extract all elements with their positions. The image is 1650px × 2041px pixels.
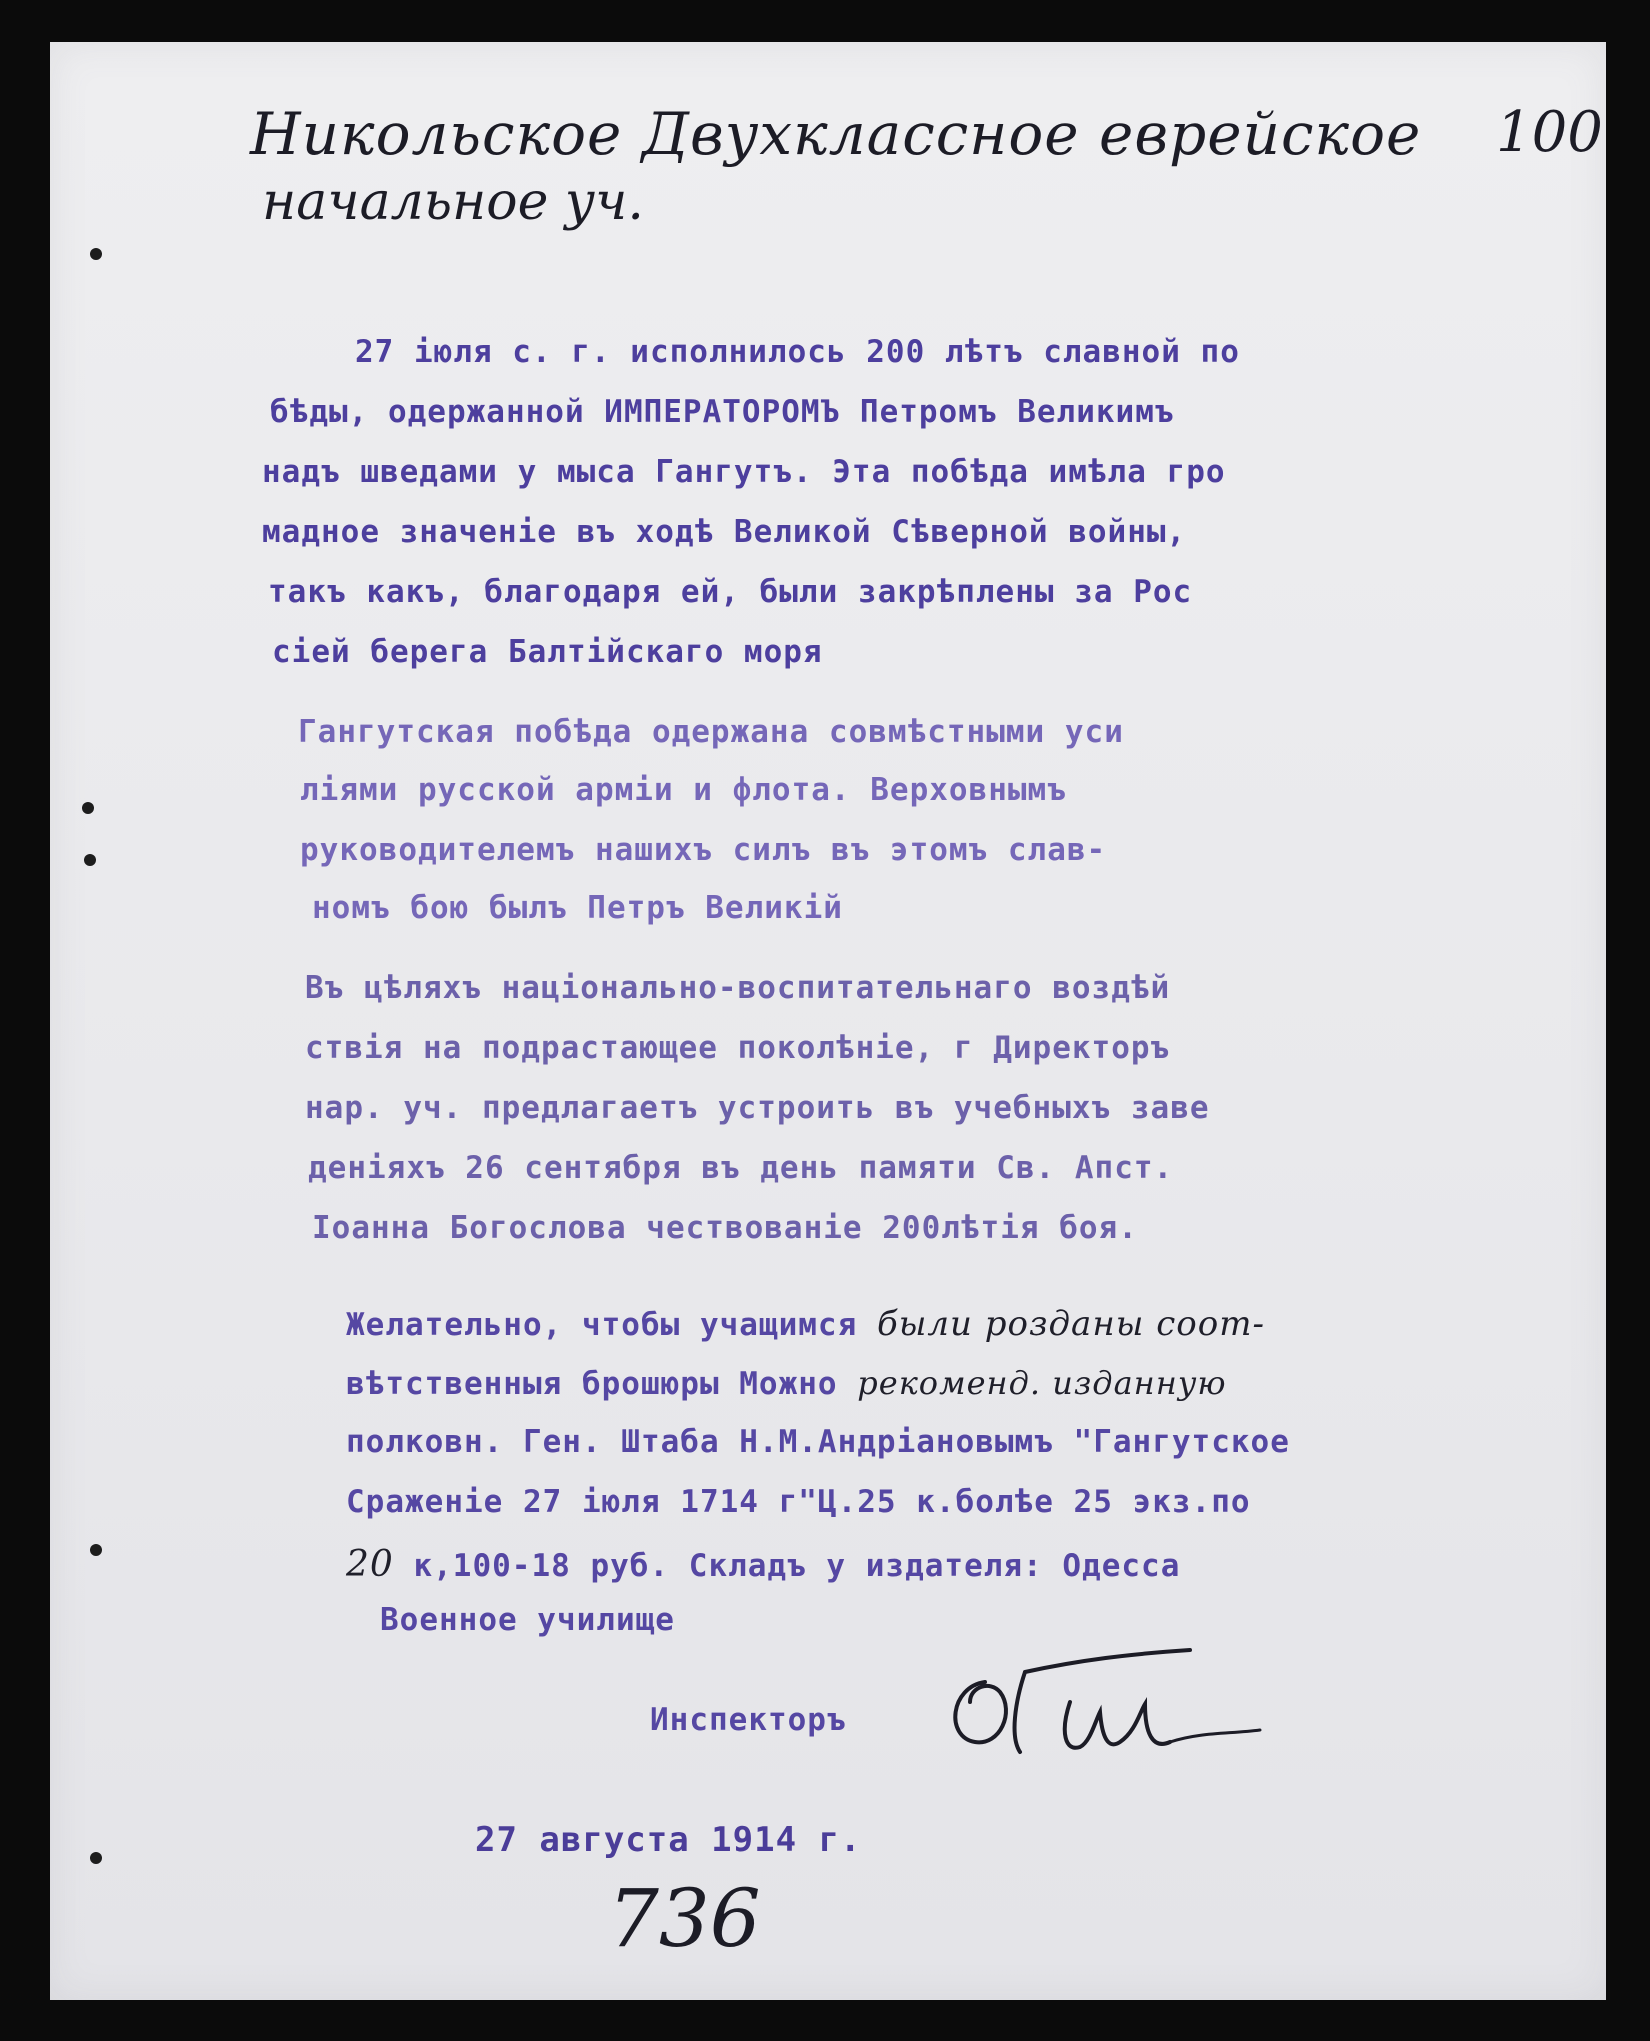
paragraph2-line: руководителемъ нашихъ силъ въ этомъ слав- xyxy=(300,832,1107,868)
document-date: 27 августа 1914 г. xyxy=(475,1820,862,1860)
typed-segment: вѣтственныя брошюры Можно xyxy=(346,1366,838,1402)
document-sheet xyxy=(50,42,1606,2000)
paragraph1-line: сіей берега Балтійскаго моря xyxy=(272,634,823,670)
paragraph2-line: Гангутская побѣда одержана совмѣстными уси xyxy=(298,714,1124,750)
paragraph4-line xyxy=(346,1544,1180,1585)
paragraph4-line: Сраженіе 27 іюля 1714 г"Ц.25 к.болѣе 25 экз.по xyxy=(346,1484,1251,1520)
paragraph4-line xyxy=(346,1364,1227,1402)
paragraph1-line: бѣды, одержанной ИМПЕРАТОРОМЪ Петромъ Великимъ xyxy=(270,394,1175,430)
handwritten-signature xyxy=(930,1642,1270,1792)
inspector-label: Инспекторъ xyxy=(650,1702,847,1738)
punch-hole xyxy=(90,248,102,260)
punch-hole xyxy=(90,1852,102,1864)
paragraph3-line: нар. уч. предлагаетъ устроить въ учебныхъ заве xyxy=(305,1090,1210,1126)
typed-segment: Желательно, чтобы учащимся xyxy=(346,1307,858,1343)
paragraph1-line: мадное значеніе въ ходѣ Великой Сѣверной войны, xyxy=(262,514,1187,550)
punch-hole xyxy=(90,1544,102,1556)
paragraph3-line: Іоанна Богослова чествованіе 200лѣтія боя. xyxy=(312,1210,1138,1246)
paragraph1-line: надъ шведами у мыса Гангутъ. Эта побѣда имѣла гро xyxy=(262,454,1226,490)
paragraph3-line: Въ цѣляхъ національно-воспитательнаго воздѣй xyxy=(305,970,1171,1006)
handwritten-insert: рекоменд. изданную xyxy=(857,1364,1227,1402)
punch-hole xyxy=(84,854,96,866)
paragraph2-line: номъ бою былъ Петръ Великій xyxy=(312,890,843,926)
paragraph3-line: ствія на подрастающее поколѣніе, г Директоръ xyxy=(305,1030,1171,1066)
handwritten-school-type: начальное уч. xyxy=(262,172,644,232)
handwritten-school-name: Никольское Двухклассное еврейское xyxy=(250,100,1422,168)
paragraph2-line: ліями русской арміи и флота. Верховнымъ xyxy=(300,772,1067,808)
handwritten-insert: были розданы соот- xyxy=(876,1304,1265,1344)
paragraph4-line xyxy=(346,1304,1265,1344)
handwritten-prefix: 20 xyxy=(346,1544,394,1585)
paragraph1-line: такъ какъ, благодаря ей, были закрѣплены за Рос xyxy=(268,574,1193,610)
paragraph4-line: Военное училище xyxy=(380,1602,675,1638)
paragraph4-line: полковн. Ген. Штаба Н.М.Андріановымъ "Гангутское xyxy=(346,1424,1290,1460)
paragraph1-line: 27 іюля с. г. исполнилось 200 лѣтъ славной по xyxy=(355,334,1240,370)
handwritten-reference-number: 736 xyxy=(608,1872,761,1965)
handwritten-number: 100 xyxy=(1496,100,1603,165)
punch-hole xyxy=(82,802,94,814)
paragraph3-line: деніяхъ 26 сентября въ день памяти Св. Апст. xyxy=(308,1150,1174,1186)
typed-segment: к,100-18 руб. Складъ у издателя: Одесса xyxy=(413,1548,1181,1584)
